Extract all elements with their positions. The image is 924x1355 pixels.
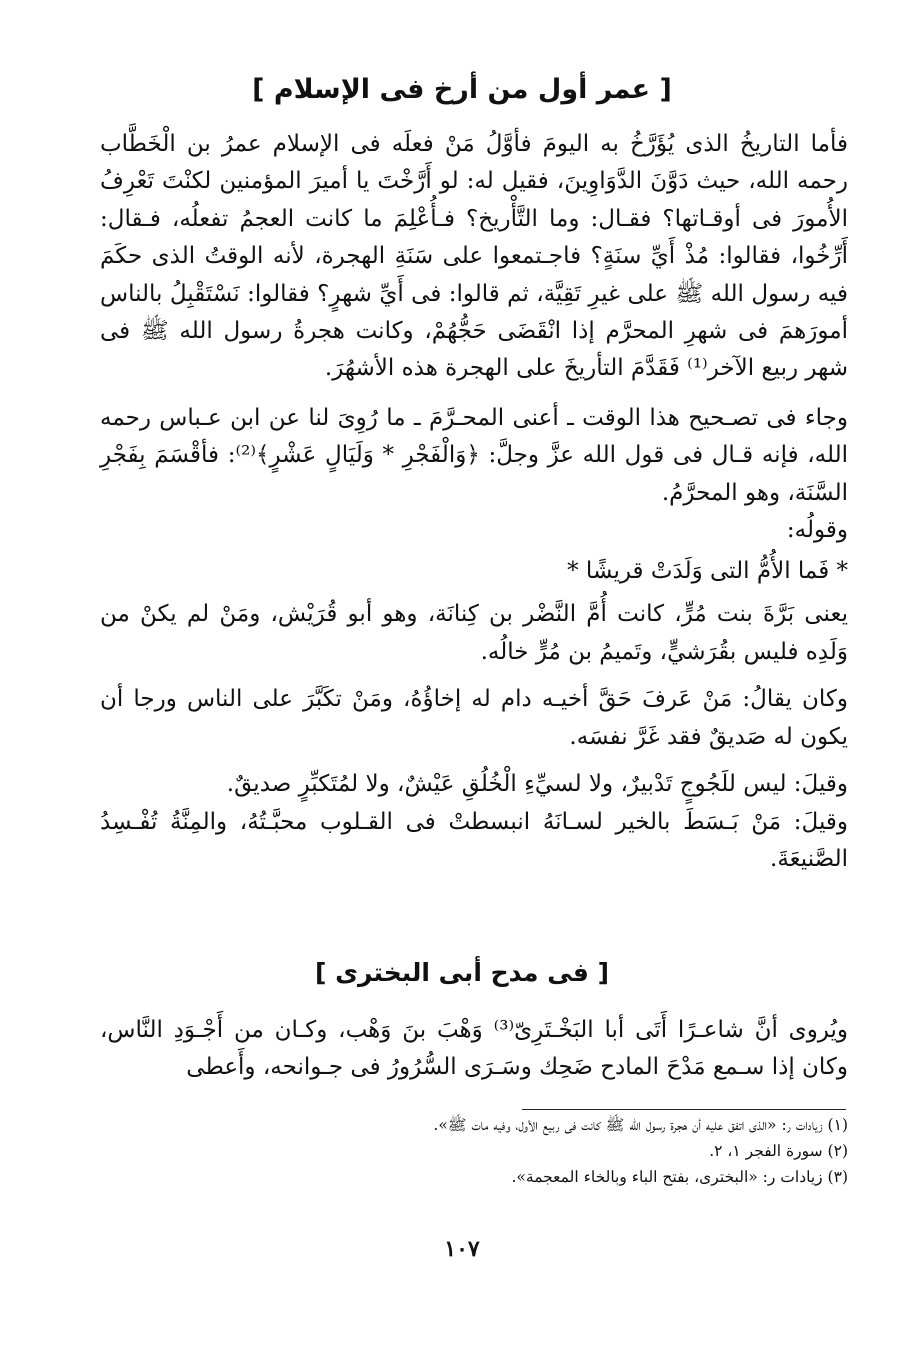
- section-heading-bukhturi: [ فى مدح أبى البخترى ]: [314, 958, 610, 987]
- paragraph: وكان يقالُ: مَنْ عَرفَ حَقَّ أخيـه دام له إخاؤُهُ، ومَنْ تكَبَّرَ على الناس ورجا أن يكون له صَديقٌ فقد غَرَّ نفسَه.: [100, 686, 848, 750]
- footnote: (٣) زيادات ر: «البخترى، بفتح الباء وبالخاء المعجمة».: [511, 1168, 848, 1186]
- footnote-divider: [522, 1109, 846, 1110]
- poem-verse: * فَما الأُمُّ التى وَلَدَتْ قريشًا *: [567, 558, 848, 585]
- paragraph: وقولُه:: [786, 517, 848, 544]
- section-body-praise: [100, 1012, 848, 1087]
- footnotes: [80, 1112, 848, 1190]
- page-number: ١٠٧: [444, 1236, 480, 1262]
- paragraph: ويُروى أنَّ شاعـرًا أَتَى أبا البَخْـتَرِىّ⁽³⁾ وَهْبَ بنَ وَهْب، وكـان من أَجْـوَدِ النَّاس، وكان إذا سـمع مَدْحَ المادح ضَحِك وسَـرَى السُّرُورُ فى جـوانحه، وأَعطى: [100, 1017, 848, 1081]
- paragraph: وقيلَ: مَنْ بَـسَطَ بالخير لسـانَهُ انبسطتْ فى القـلوب محبَّـتُهُ، والمِنَّةُ تُفْـسِدُ الصَّنيعَةَ.: [100, 808, 848, 872]
- paragraph: وجاء فى تصـحيح هذا الوقت ـ أعنى المحـرَّمَ ـ ما رُوِىَ لنا عن ابن عـباس رحمه الله، فإنه قـال فى قول الله عزَّ وجلَّ: ﴿وَالْفَجْرِ * وَلَيَالٍ عَشْرٍ﴾⁽²⁾: فأقْسَمَ بِفَجْرِ السَّنَة، وهو المحرَّمُ.: [100, 404, 848, 506]
- section-heading-umar: [ عمر أول من أرخ فى الإسلام ]: [252, 74, 672, 105]
- footnote: (١) زيادات ر: «الذى اتفق عليه أن هجرة رسول الله ﷺ كانت فى ربيع الأول، وفيه مات ﷺ».: [433, 1116, 848, 1134]
- paragraph: وقيلَ: ليس للَجُوجٍ تَدْبيرٌ، ولا لسيِّءِ الْخُلُقِ عَيْشٌ، ولا لمُتَكبِّرٍ صديقٌ.: [226, 771, 848, 798]
- paragraph: فأما التاريخُ الذى يُؤَرَّخُ به اليومَ فأوَّلُ مَنْ فعلَه فى الإسلام عمرُ بن الْخَطَّاب رحمه الله، حيث دَوَّنَ الدَّوَاوِينَ، فقيل له: لو أَرَّخْتَ يا أميرَ المؤمنين لكنْتَ تَعْرِفُ الأُمورَ فى أوقـاتها؟ فقـال: وما التَّأْريخ؟ فـأُعْلِمَ ما كانت العجمُ تفعلُه، فـقال: أَرِّخُوا، فقالوا: مُذْ أَيِّ سنَةٍ؟ فاجـتمعوا على سَنَةِ الهجرة، لأنه الوقتُ الذى حكَمَ فيه رسول الله ﷺ على غيرِ تَقِيَّة، ثم قالوا: فى أَيِّ شهرٍ؟ فقالوا: نَسْتَقْبِلُ بالناس أمورَهمَ فى شهرِ المحرَّم إذا انْقَضَى حَجُّهُمْ، وكانت هجرةُ رسول الله ﷺ فى شهر ربيع الآخر⁽¹⁾ فَقَدَّمَ التأريخَ على الهجرة هذه الأشهُرَ.: [100, 131, 848, 382]
- footnote: (٢) سورة الفجر ١، ٢.: [709, 1142, 848, 1160]
- paragraph: يعنى بَرَّةَ بنت مُرٍّ، كانت أُمَّ النَّضْر بن كِنانَة، وهو أبو قُرَيْش، ومَنْ لم يكنْ من وَلَدِه فليس بقُرَشيٍّ، وتَميمُ بن مُرٍّ خالُه.: [100, 601, 848, 665]
- section-body-dating: [100, 126, 848, 878]
